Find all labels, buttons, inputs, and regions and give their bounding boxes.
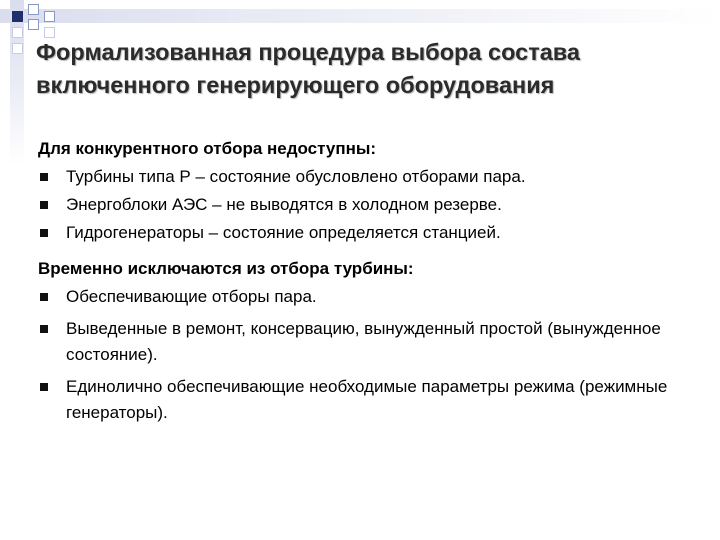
- square-bullet-icon: [40, 229, 48, 237]
- square-bullet-icon: [40, 201, 48, 209]
- section-heading: Для конкурентного отбора недоступны:: [38, 139, 377, 158]
- slide-body: [38, 136, 688, 426]
- square-bullet-icon: [40, 325, 48, 333]
- list-item: [38, 316, 688, 368]
- list-item-text: Турбины типа Р – состояние обусловлено отборами пара.: [66, 167, 526, 186]
- section-heading: Временно исключаются из отбора турбины:: [38, 259, 414, 278]
- list-item-text: Энергоблоки АЭС – не выводятся в холодном резерве.: [66, 195, 502, 214]
- side-gradient-bar: [10, 0, 24, 165]
- slide-title: [36, 36, 706, 102]
- bullet-list: [38, 164, 688, 246]
- list-item: [38, 374, 688, 426]
- list-item: [38, 220, 688, 246]
- list-item: [38, 164, 688, 190]
- slide-title-line-1: Формализованная процедура выбора состава: [36, 39, 580, 65]
- list-item-text: Обеспечивающие отборы пара.: [66, 287, 317, 306]
- section-temporarily-excluded: [38, 256, 688, 426]
- bullet-list: [38, 284, 688, 426]
- corner-square-outline-icon: [28, 19, 39, 30]
- list-item-text: Выведенные в ремонт, консервацию, вынужденный простой (вынужденное состояние).: [66, 319, 661, 364]
- header-gradient-bar: [0, 9, 720, 23]
- corner-square-outline-icon: [28, 4, 39, 15]
- square-bullet-icon: [40, 293, 48, 301]
- square-bullet-icon: [40, 173, 48, 181]
- corner-square-dark-icon: [12, 11, 23, 22]
- list-item-text: Единолично обеспечивающие необходимые параметры режима (режимные генераторы).: [66, 377, 668, 422]
- square-bullet-icon: [40, 383, 48, 391]
- corner-square-outline-icon: [44, 11, 55, 22]
- corner-square-outline-icon: [12, 27, 23, 38]
- list-item-text: Гидрогенераторы – состояние определяется станцией.: [66, 223, 501, 242]
- corner-square-outline-icon: [12, 43, 23, 54]
- list-item: [38, 284, 688, 310]
- section-unavailable: [38, 136, 688, 246]
- list-item: [38, 192, 688, 218]
- slide-title-line-2: включенного генерирующего оборудования: [36, 72, 555, 98]
